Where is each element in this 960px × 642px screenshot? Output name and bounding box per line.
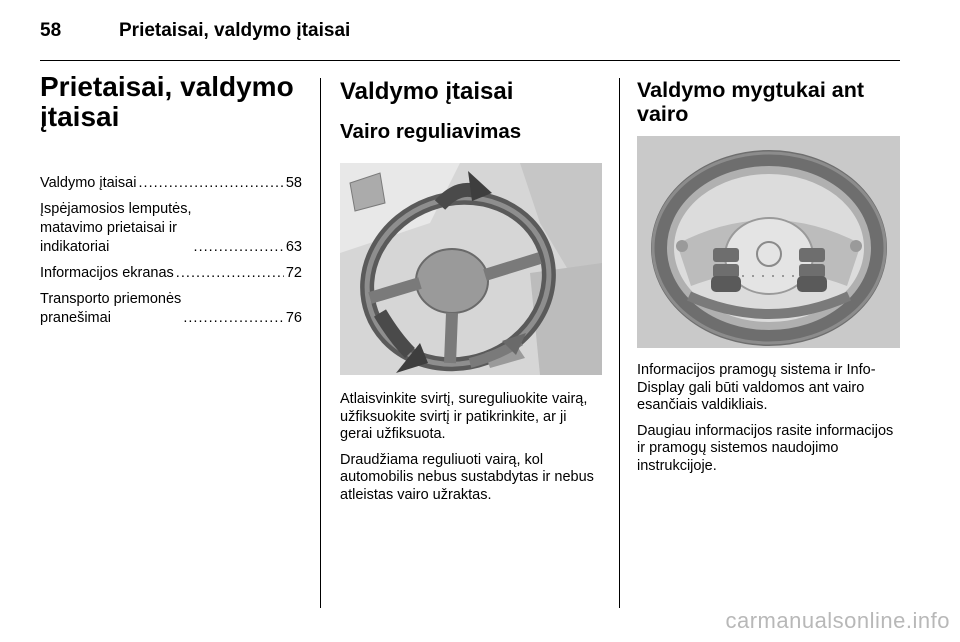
column-steering-adjust — [340, 72, 602, 512]
toc-entry[interactable] — [40, 264, 302, 283]
toc-leader-dots — [176, 264, 284, 283]
column-divider-1 — [320, 78, 321, 608]
paragraph: Informacijos pramogų sistema ir Info-Display gali būti valdomos ant vairo esančiais valdikliais. — [637, 362, 876, 413]
toc-entry-page: 63 — [285, 239, 302, 255]
paragraph: Draudžiama reguliuoti vairą, kol automobilis nebus sustabdytas ir nebus atleistas vairo užraktas. — [340, 451, 594, 503]
toc-leader-dots — [183, 309, 284, 328]
toc-entry[interactable] — [40, 174, 302, 193]
column-divider-2 — [619, 78, 620, 608]
table-of-contents — [40, 174, 302, 328]
toc-entry[interactable] — [40, 200, 302, 257]
section-title: Valdymo mygtukai ant vairo — [637, 78, 865, 126]
section-title: Valdymo įtaisai — [340, 78, 514, 105]
page-header — [40, 20, 900, 62]
header-rule — [40, 60, 900, 61]
chapter-title: Prietaisai, valdymo įtaisai — [40, 71, 294, 132]
toc-leader-dots — [138, 174, 283, 193]
steering-adjust-figure — [340, 163, 602, 375]
toc-entry-text: Informacijos ekranas — [40, 265, 174, 281]
steering-controls-figure — [637, 136, 900, 348]
section-body — [340, 391, 602, 504]
paragraph: Daugiau informacijos rasite informacijos ir pramogų sistemos naudojimo instrukcijoje. — [637, 422, 894, 474]
toc-entry-page: 76 — [285, 310, 302, 326]
toc-entry-text: Įspėjamosios lemputės, matavimo prietaisai ir indikatoriai — [40, 201, 192, 255]
toc-entry-text: Transporto priemonės pranešimai — [40, 291, 182, 326]
toc-leader-dots — [194, 238, 284, 257]
column-steering-controls — [637, 72, 900, 483]
section-body — [637, 362, 900, 475]
subsection-title: Vairo reguliavimas — [340, 120, 522, 143]
watermark: carmanualsonline.info — [725, 608, 950, 633]
toc-entry[interactable] — [40, 290, 302, 328]
toc-entry-page: 72 — [285, 265, 302, 281]
page-number: 58 — [40, 20, 62, 41]
paragraph: Atlaisvinkite svirtį, sureguliuokite vairą, užfiksuokite svirtį ir patikrinkite, ar ji gerai užfiksuota. — [340, 391, 588, 442]
column-contents — [40, 72, 302, 335]
toc-entry-text: Valdymo įtaisai — [40, 175, 137, 191]
running-title: Prietaisai, valdymo įtaisai — [119, 20, 351, 41]
toc-entry-page: 58 — [285, 175, 302, 191]
